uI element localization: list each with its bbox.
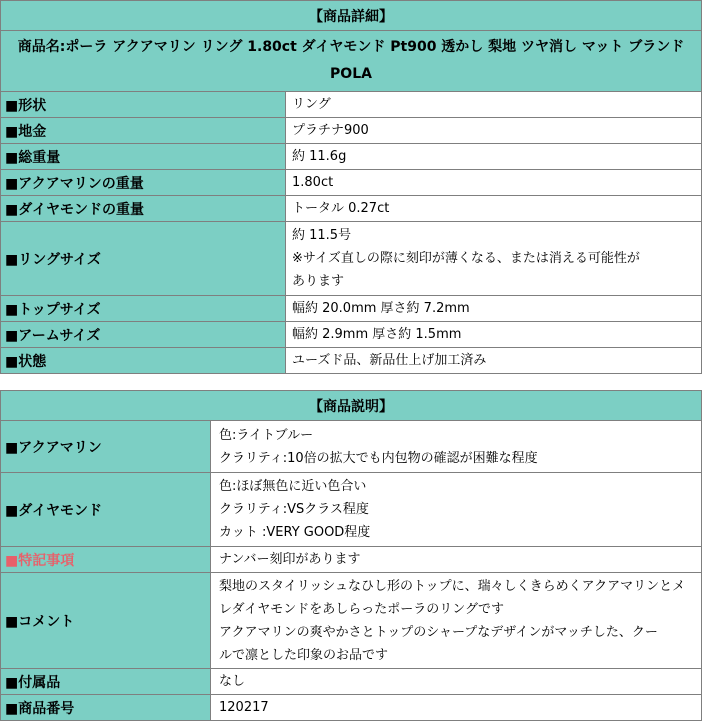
desc-label: ■アクアマリン — [1, 421, 211, 473]
detail-row — [1, 196, 702, 222]
desc-row — [1, 573, 702, 669]
desc-value-line: 120217 — [219, 700, 269, 715]
detail-value-line: 幅約 2.9mm 厚さ約 1.5mm — [292, 327, 462, 342]
detail-value-line: ※サイズ直しの際に刻印が薄くなる、または消える可能性が — [292, 251, 640, 266]
product-title-row — [1, 31, 702, 92]
details-header-row — [1, 1, 702, 31]
detail-value — [286, 222, 702, 296]
desc-value — [211, 669, 702, 695]
detail-row — [1, 118, 702, 144]
desc-value-line: 梨地のスタイリッシュなひし形のトップに、瑞々しくきらめくアクアマリンとメ — [219, 578, 686, 594]
detail-value-line: 約 11.5号 — [292, 228, 352, 243]
description-header-row — [1, 391, 702, 421]
detail-label: ■総重量 — [1, 144, 286, 170]
desc-label: ■特記事項 — [1, 547, 211, 573]
detail-value — [286, 170, 702, 196]
detail-value — [286, 118, 702, 144]
product-title: 商品名:ポーラ アクアマリン リング 1.80ct ダイヤモンド Pt900 透かし 梨地 ツヤ消し マット ブランド POLA — [1, 31, 702, 92]
detail-label: ■アクアマリンの重量 — [1, 170, 286, 196]
detail-value-line: 1.80ct — [292, 175, 334, 190]
detail-label: ■地金 — [1, 118, 286, 144]
detail-value-line: 幅約 20.0mm 厚さ約 7.2mm — [292, 301, 470, 316]
desc-value-line: クラリティ:10倍の拡大でも内包物の確認が困難な程度 — [219, 450, 538, 466]
details-header: 【商品詳細】 — [1, 1, 702, 31]
detail-value — [286, 322, 702, 348]
desc-value — [211, 473, 702, 547]
desc-value-line: ルで凛とした印象のお品です — [219, 647, 389, 663]
detail-value-line: トータル 0.27ct — [292, 201, 390, 216]
desc-value — [211, 547, 702, 573]
detail-value — [286, 144, 702, 170]
desc-value-line: カット :VERY GOOD程度 — [219, 525, 371, 540]
desc-value-line: クラリティ:VSクラス程度 — [219, 502, 369, 517]
detail-row — [1, 170, 702, 196]
desc-label: ■商品番号 — [1, 695, 211, 721]
detail-value — [286, 296, 702, 322]
detail-value-line: ユーズド品、新品仕上げ加工済み — [292, 353, 487, 368]
desc-value — [211, 573, 702, 669]
desc-label: ■コメント — [1, 573, 211, 669]
detail-label: ■ダイヤモンドの重量 — [1, 196, 286, 222]
detail-value — [286, 348, 702, 374]
desc-row — [1, 669, 702, 695]
desc-value-line: レダイヤモンドをあしらったポーラのリングです — [219, 601, 504, 617]
desc-value-line: 色:ほぼ無色に近い色合い — [219, 479, 367, 494]
desc-value-line: 色:ライトブルー — [219, 427, 314, 443]
detail-label: ■リングサイズ — [1, 222, 286, 296]
desc-value — [211, 695, 702, 721]
product-description-table — [0, 390, 702, 721]
detail-label: ■アームサイズ — [1, 322, 286, 348]
detail-value — [286, 92, 702, 118]
detail-row — [1, 322, 702, 348]
detail-value-line: リング — [292, 97, 331, 112]
desc-row — [1, 695, 702, 721]
detail-value — [286, 196, 702, 222]
detail-row — [1, 222, 702, 296]
detail-row — [1, 92, 702, 118]
detail-label: ■トップサイズ — [1, 296, 286, 322]
desc-value — [211, 421, 702, 473]
description-header: 【商品説明】 — [1, 391, 702, 421]
desc-label: ■ダイヤモンド — [1, 473, 211, 547]
detail-label: ■状態 — [1, 348, 286, 374]
detail-value-line: あります — [292, 274, 345, 289]
detail-row — [1, 296, 702, 322]
desc-row — [1, 473, 702, 547]
desc-row — [1, 421, 702, 473]
detail-value-line: プラチナ900 — [292, 123, 369, 138]
desc-label: ■付属品 — [1, 669, 211, 695]
detail-row — [1, 144, 702, 170]
desc-row — [1, 547, 702, 573]
detail-value-line: 約 11.6g — [292, 149, 347, 164]
detail-label: ■形状 — [1, 92, 286, 118]
detail-row — [1, 348, 702, 374]
desc-value-line: なし — [219, 674, 246, 689]
desc-value-line: ナンバー刻印があります — [219, 552, 361, 567]
desc-value-line: アクアマリンの爽やかさとトップのシャープなデザインがマッチした、クー — [219, 624, 658, 640]
